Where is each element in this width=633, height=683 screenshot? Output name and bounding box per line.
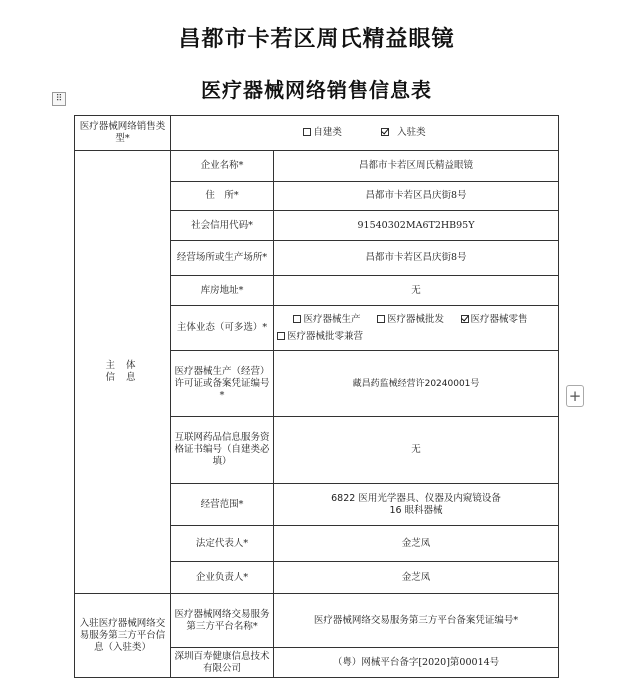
warehouse-label: 库房地址* [171, 276, 274, 306]
manager-label: 企业负责人* [171, 562, 274, 594]
license-value: 藏昌药监械经营许20240001号 [274, 351, 559, 417]
business-form-label: 主体业态（可多选）* [171, 306, 274, 351]
option-wholesale-label: 医疗器械批发 [387, 313, 445, 325]
legal-rep-value: 金芝凤 [274, 526, 559, 562]
credit-code-label: 社会信用代码* [171, 211, 274, 241]
table-row [75, 116, 559, 151]
address-value: 昌都市卡若区昌庆街8号 [274, 182, 559, 211]
option-resident-label: 入驻类 [397, 127, 426, 138]
option-manufacture-label: 医疗器械生产 [303, 313, 361, 325]
table-row [75, 151, 559, 182]
company-name-label: 企业名称* [171, 151, 274, 182]
table-row [75, 594, 559, 648]
platform-name-value: 深圳百寿健康信息技术有限公司 [171, 648, 274, 678]
scope-label: 经营范围* [171, 484, 274, 526]
scope-line-2: 16 眼科器械 [389, 504, 443, 516]
option-wholesale[interactable] [377, 314, 444, 326]
sales-type-label: 医疗器械网络销售类型* [75, 116, 171, 151]
platform-name-label: 医疗器械网络交易服务第三方平台名称* [171, 594, 274, 648]
add-row-button[interactable]: + [566, 385, 584, 407]
sales-info-table [74, 115, 559, 678]
legal-rep-label: 法定代表人* [171, 526, 274, 562]
platform-section-label: 入驻医疗器械网络交易服务第三方平台信息（入驻类） [75, 594, 171, 678]
option-wholesale-retail-label: 医疗器械批零兼营 [287, 330, 364, 342]
manager-value: 金芝凤 [274, 562, 559, 594]
premises-value: 昌都市卡若区昌庆街8号 [274, 241, 559, 276]
form-subtitle: 医疗器械网络销售信息表 [201, 78, 432, 102]
license-label: 医疗器械生产（经营）许可证或备案凭证编号* [171, 351, 274, 417]
option-self-built-label: 自建类 [313, 127, 342, 138]
main-info-section-label: 主 体 信 息 [75, 151, 171, 594]
option-wholesale-retail[interactable] [277, 331, 363, 343]
premises-label: 经营场所或生产场所* [171, 241, 274, 276]
option-retail[interactable] [444, 314, 544, 326]
checkbox-wholesale[interactable] [377, 315, 385, 323]
checkbox-wholesale-retail[interactable] [277, 332, 285, 340]
internet-cert-label: 互联网药品信息服务资格证书编号（自建类必填） [171, 417, 274, 484]
table-move-handle-icon[interactable]: ⠿ [52, 92, 66, 106]
checkbox-retail[interactable] [461, 315, 469, 323]
platform-record-value: （粤）网械平台备字[2020]第00014号 [274, 648, 559, 678]
checkbox-manufacture[interactable] [293, 315, 301, 323]
option-retail-label: 医疗器械零售 [470, 313, 528, 325]
company-name-value: 昌都市卡若区周氏精益眼镜 [274, 151, 559, 182]
scope-value [274, 484, 559, 526]
option-resident[interactable] [381, 127, 426, 139]
option-manufacture[interactable] [277, 314, 377, 326]
checkbox-self-built[interactable] [303, 128, 311, 136]
sales-type-options [171, 116, 559, 151]
page-title: 昌都市卡若区周氏精益眼镜 [178, 27, 455, 52]
business-form-options [274, 306, 559, 351]
warehouse-value: 无 [274, 276, 559, 306]
checkbox-resident[interactable] [381, 128, 389, 136]
scope-line-1: 6822 医用光学器具、仪器及内窥镜设备 [331, 492, 501, 504]
option-self-built[interactable] [303, 127, 342, 139]
internet-cert-value: 无 [274, 417, 559, 484]
platform-record-label: 医疗器械网络交易服务第三方平台备案凭证编号* [274, 594, 559, 648]
credit-code-value: 91540302MA6T2HB95Y [274, 211, 559, 241]
address-label: 住 所* [171, 182, 274, 211]
